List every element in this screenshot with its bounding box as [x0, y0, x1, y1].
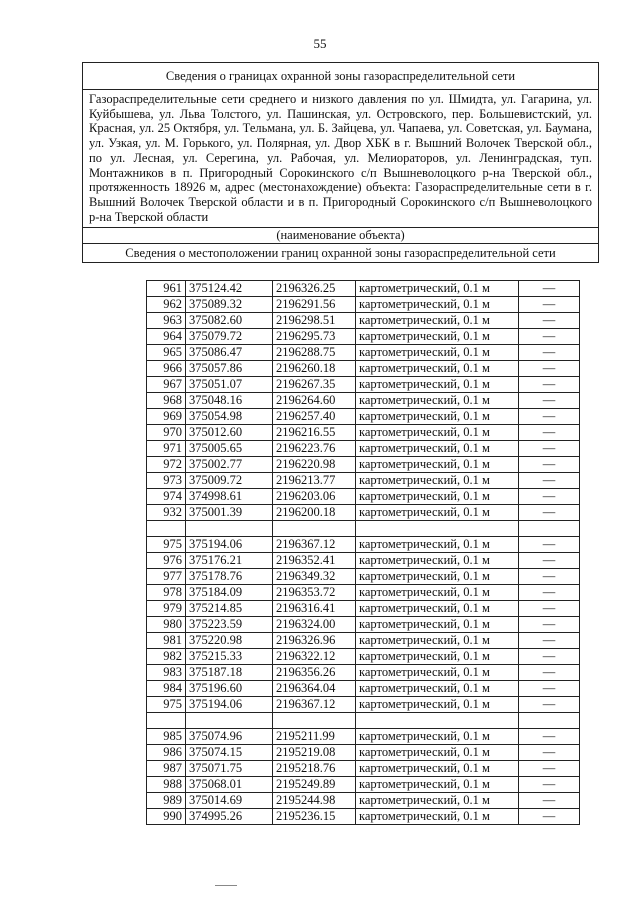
point-number-cell: 970 [147, 425, 186, 441]
x-coordinate-cell: 375009.72 [186, 473, 273, 489]
x-coordinate-cell: 375184.09 [186, 585, 273, 601]
x-coordinate-cell: 375051.07 [186, 377, 273, 393]
y-coordinate-cell: 2196213.77 [273, 473, 356, 489]
y-coordinate-cell: 2195249.89 [273, 777, 356, 793]
description-cell: — [519, 361, 580, 377]
description-cell: — [519, 729, 580, 745]
y-coordinate-cell: 2196200.18 [273, 505, 356, 521]
method-cell: картометрический, 0.1 м [356, 377, 519, 393]
page-number: 55 [313, 36, 327, 51]
method-cell: картометрический, 0.1 м [356, 329, 519, 345]
description-cell: — [519, 585, 580, 601]
y-coordinate-cell: 2195236.15 [273, 809, 356, 825]
table-row [147, 489, 580, 505]
point-number-cell: 969 [147, 409, 186, 425]
x-coordinate-cell: 375012.60 [186, 425, 273, 441]
description-cell: — [519, 553, 580, 569]
point-number-cell: 975 [147, 537, 186, 553]
x-coordinate-cell: 374995.26 [186, 809, 273, 825]
point-number-cell: 972 [147, 457, 186, 473]
y-coordinate-cell: 2196220.98 [273, 457, 356, 473]
method-cell: картометрический, 0.1 м [356, 633, 519, 649]
y-coordinate-cell: 2196203.06 [273, 489, 356, 505]
table-row [147, 633, 580, 649]
description-cell: — [519, 489, 580, 505]
method-cell: картометрический, 0.1 м [356, 297, 519, 313]
table-row [147, 313, 580, 329]
y-coordinate-cell: 2196257.40 [273, 409, 356, 425]
point-number-cell: 968 [147, 393, 186, 409]
description-cell: — [519, 569, 580, 585]
description-cell: — [519, 297, 580, 313]
point-number-cell: 961 [147, 281, 186, 297]
point-number-cell: 987 [147, 761, 186, 777]
empty-cell [147, 713, 186, 729]
point-number-cell: 963 [147, 313, 186, 329]
description-cell: — [519, 745, 580, 761]
description-cell: — [519, 473, 580, 489]
description-cell: — [519, 425, 580, 441]
table-row [147, 553, 580, 569]
description-cell: — [519, 793, 580, 809]
method-cell: картометрический, 0.1 м [356, 393, 519, 409]
empty-cell [356, 521, 519, 537]
zone-info-frame [82, 62, 599, 263]
y-coordinate-cell: 2196260.18 [273, 361, 356, 377]
y-coordinate-cell: 2196295.73 [273, 329, 356, 345]
table-row [147, 281, 580, 297]
method-cell: картометрический, 0.1 м [356, 489, 519, 505]
method-cell: картометрический, 0.1 м [356, 313, 519, 329]
table-row [147, 569, 580, 585]
method-cell: картометрический, 0.1 м [356, 681, 519, 697]
table-row [147, 665, 580, 681]
table-row [147, 425, 580, 441]
y-coordinate-cell: 2196353.72 [273, 585, 356, 601]
point-number-cell: 983 [147, 665, 186, 681]
method-cell: картометрический, 0.1 м [356, 569, 519, 585]
table-row [147, 777, 580, 793]
point-number-cell: 962 [147, 297, 186, 313]
method-cell: картометрический, 0.1 м [356, 809, 519, 825]
method-cell: картометрический, 0.1 м [356, 649, 519, 665]
description-cell: — [519, 457, 580, 473]
table-row [147, 809, 580, 825]
description-cell: — [519, 809, 580, 825]
table-row [147, 505, 580, 521]
section-title: Сведения о границах охранной зоны газораспределительной сети [83, 63, 598, 90]
x-coordinate-cell: 375057.86 [186, 361, 273, 377]
coordinates-table [146, 280, 580, 825]
object-name-label: (наименование объекта) [83, 228, 598, 244]
point-number-cell: 985 [147, 729, 186, 745]
table-row [147, 297, 580, 313]
point-number-cell: 982 [147, 649, 186, 665]
group-separator-row [147, 521, 580, 537]
y-coordinate-cell: 2196324.00 [273, 617, 356, 633]
description-cell: — [519, 345, 580, 361]
point-number-cell: 990 [147, 809, 186, 825]
y-coordinate-cell: 2196267.35 [273, 377, 356, 393]
table-row [147, 729, 580, 745]
method-cell: картометрический, 0.1 м [356, 441, 519, 457]
y-coordinate-cell: 2196288.75 [273, 345, 356, 361]
x-coordinate-cell: 375086.47 [186, 345, 273, 361]
point-number-cell: 986 [147, 745, 186, 761]
object-description: Газораспределительные сети среднего и низкого давления по ул. Шмидта, ул. Гагарина, ул. Куйбышева, ул. Льва Толстого, ул. Пашинская, ул. Островского, пер. Большевистский, ул. Красная, ул. 25 Октября, ул. Тельмана, ул. Б. Зайцева, ул. Чапаева, ул. Советская, ул. Баумана, ул. Узкая, ул. М. Горького, ул. Полярная, ул. Двор ХБК в г. Вышний Волочек Тверской обл., по ул. Лесная, ул. Серегина, ул. Рабочая, ул. Мелиораторов, ул. Ленинградская, туп. Монтажников в п. Пригородный Сорокинского с/п Вышневолоцкого р-на Тверской обл., протяженность 18926 м, адрес (местонахождение) объекта: Газораспределительные сети в г. Вышний Волочек Тверской области и в п. Пригородный Сорокинского с/п Вышневолоцкого р-на Тверской области [83, 90, 598, 228]
point-number-cell: 978 [147, 585, 186, 601]
method-cell: картометрический, 0.1 м [356, 409, 519, 425]
x-coordinate-cell: 375074.15 [186, 745, 273, 761]
method-cell: картометрический, 0.1 м [356, 505, 519, 521]
x-coordinate-cell: 375220.98 [186, 633, 273, 649]
empty-cell [186, 713, 273, 729]
method-cell: картометрический, 0.1 м [356, 345, 519, 361]
table-row [147, 473, 580, 489]
y-coordinate-cell: 2196367.12 [273, 697, 356, 713]
table-row [147, 457, 580, 473]
x-coordinate-cell: 375194.06 [186, 697, 273, 713]
method-cell: картометрический, 0.1 м [356, 745, 519, 761]
x-coordinate-cell: 375176.21 [186, 553, 273, 569]
point-number-cell: 967 [147, 377, 186, 393]
method-cell: картометрический, 0.1 м [356, 281, 519, 297]
scan-mark [215, 885, 237, 886]
point-number-cell: 988 [147, 777, 186, 793]
description-cell: — [519, 665, 580, 681]
x-coordinate-cell: 375194.06 [186, 537, 273, 553]
location-section-title: Сведения о местоположении границ охранной зоны газораспределительной сети [125, 246, 556, 261]
table-row [147, 761, 580, 777]
method-cell: картометрический, 0.1 м [356, 697, 519, 713]
method-cell: картометрический, 0.1 м [356, 457, 519, 473]
point-number-cell: 976 [147, 553, 186, 569]
empty-cell [519, 713, 580, 729]
group-separator-row [147, 713, 580, 729]
empty-cell [273, 521, 356, 537]
x-coordinate-cell: 375005.65 [186, 441, 273, 457]
x-coordinate-cell: 375124.42 [186, 281, 273, 297]
point-number-cell: 984 [147, 681, 186, 697]
y-coordinate-cell: 2196223.76 [273, 441, 356, 457]
point-number-cell: 977 [147, 569, 186, 585]
method-cell: картометрический, 0.1 м [356, 585, 519, 601]
x-coordinate-cell: 375074.96 [186, 729, 273, 745]
x-coordinate-cell: 375223.59 [186, 617, 273, 633]
x-coordinate-cell: 375214.85 [186, 601, 273, 617]
empty-cell [273, 713, 356, 729]
x-coordinate-cell: 375014.69 [186, 793, 273, 809]
table-row [147, 601, 580, 617]
description-cell: — [519, 601, 580, 617]
x-coordinate-cell: 374998.61 [186, 489, 273, 505]
method-cell: картометрический, 0.1 м [356, 553, 519, 569]
description-cell: — [519, 681, 580, 697]
x-coordinate-cell: 375071.75 [186, 761, 273, 777]
y-coordinate-cell: 2196326.25 [273, 281, 356, 297]
table-row [147, 745, 580, 761]
table-row [147, 681, 580, 697]
method-cell: картометрический, 0.1 м [356, 729, 519, 745]
y-coordinate-cell: 2195244.98 [273, 793, 356, 809]
point-number-cell: 973 [147, 473, 186, 489]
description-cell: — [519, 313, 580, 329]
table-row [147, 377, 580, 393]
table-row [147, 441, 580, 457]
y-coordinate-cell: 2195211.99 [273, 729, 356, 745]
empty-cell [356, 713, 519, 729]
point-number-cell: 980 [147, 617, 186, 633]
description-cell: — [519, 505, 580, 521]
point-number-cell: 965 [147, 345, 186, 361]
x-coordinate-cell: 375002.77 [186, 457, 273, 473]
x-coordinate-cell: 375068.01 [186, 777, 273, 793]
description-cell: — [519, 441, 580, 457]
y-coordinate-cell: 2196367.12 [273, 537, 356, 553]
point-number-cell: 979 [147, 601, 186, 617]
y-coordinate-cell: 2196326.96 [273, 633, 356, 649]
x-coordinate-cell: 375048.16 [186, 393, 273, 409]
x-coordinate-cell: 375215.33 [186, 649, 273, 665]
x-coordinate-cell: 375196.60 [186, 681, 273, 697]
point-number-cell: 964 [147, 329, 186, 345]
method-cell: картометрический, 0.1 м [356, 601, 519, 617]
method-cell: картометрический, 0.1 м [356, 617, 519, 633]
table-row [147, 697, 580, 713]
description-cell: — [519, 761, 580, 777]
y-coordinate-cell: 2196291.56 [273, 297, 356, 313]
description-cell: — [519, 537, 580, 553]
point-number-cell: 966 [147, 361, 186, 377]
x-coordinate-cell: 375089.32 [186, 297, 273, 313]
y-coordinate-cell: 2196216.55 [273, 425, 356, 441]
y-coordinate-cell: 2195219.08 [273, 745, 356, 761]
y-coordinate-cell: 2196264.60 [273, 393, 356, 409]
table-row [147, 361, 580, 377]
method-cell: картометрический, 0.1 м [356, 665, 519, 681]
table-row [147, 617, 580, 633]
description-cell: — [519, 633, 580, 649]
table-row [147, 409, 580, 425]
table-row [147, 537, 580, 553]
x-coordinate-cell: 375082.60 [186, 313, 273, 329]
y-coordinate-cell: 2196356.26 [273, 665, 356, 681]
description-cell: — [519, 777, 580, 793]
empty-cell [186, 521, 273, 537]
method-cell: картометрический, 0.1 м [356, 361, 519, 377]
x-coordinate-cell: 375187.18 [186, 665, 273, 681]
table-row [147, 393, 580, 409]
x-coordinate-cell: 375001.39 [186, 505, 273, 521]
empty-cell [147, 521, 186, 537]
x-coordinate-cell: 375079.72 [186, 329, 273, 345]
description-cell: — [519, 697, 580, 713]
y-coordinate-cell: 2196364.04 [273, 681, 356, 697]
y-coordinate-cell: 2196352.41 [273, 553, 356, 569]
point-number-cell: 971 [147, 441, 186, 457]
description-cell: — [519, 409, 580, 425]
description-cell: — [519, 377, 580, 393]
point-number-cell: 989 [147, 793, 186, 809]
table-row [147, 793, 580, 809]
point-number-cell: 981 [147, 633, 186, 649]
table-row [147, 585, 580, 601]
method-cell: картометрический, 0.1 м [356, 777, 519, 793]
point-number-cell: 932 [147, 505, 186, 521]
y-coordinate-cell: 2196349.32 [273, 569, 356, 585]
description-cell: — [519, 617, 580, 633]
table-row [147, 329, 580, 345]
description-cell: — [519, 329, 580, 345]
empty-cell [519, 521, 580, 537]
description-cell: — [519, 649, 580, 665]
point-number-cell: 975 [147, 697, 186, 713]
x-coordinate-cell: 375054.98 [186, 409, 273, 425]
method-cell: картометрический, 0.1 м [356, 425, 519, 441]
y-coordinate-cell: 2196316.41 [273, 601, 356, 617]
method-cell: картометрический, 0.1 м [356, 761, 519, 777]
x-coordinate-cell: 375178.76 [186, 569, 273, 585]
description-cell: — [519, 393, 580, 409]
y-coordinate-cell: 2195218.76 [273, 761, 356, 777]
y-coordinate-cell: 2196298.51 [273, 313, 356, 329]
y-coordinate-cell: 2196322.12 [273, 649, 356, 665]
method-cell: картометрический, 0.1 м [356, 793, 519, 809]
method-cell: картометрический, 0.1 м [356, 473, 519, 489]
method-cell: картометрический, 0.1 м [356, 537, 519, 553]
table-row [147, 345, 580, 361]
description-cell: — [519, 281, 580, 297]
point-number-cell: 974 [147, 489, 186, 505]
table-row [147, 649, 580, 665]
